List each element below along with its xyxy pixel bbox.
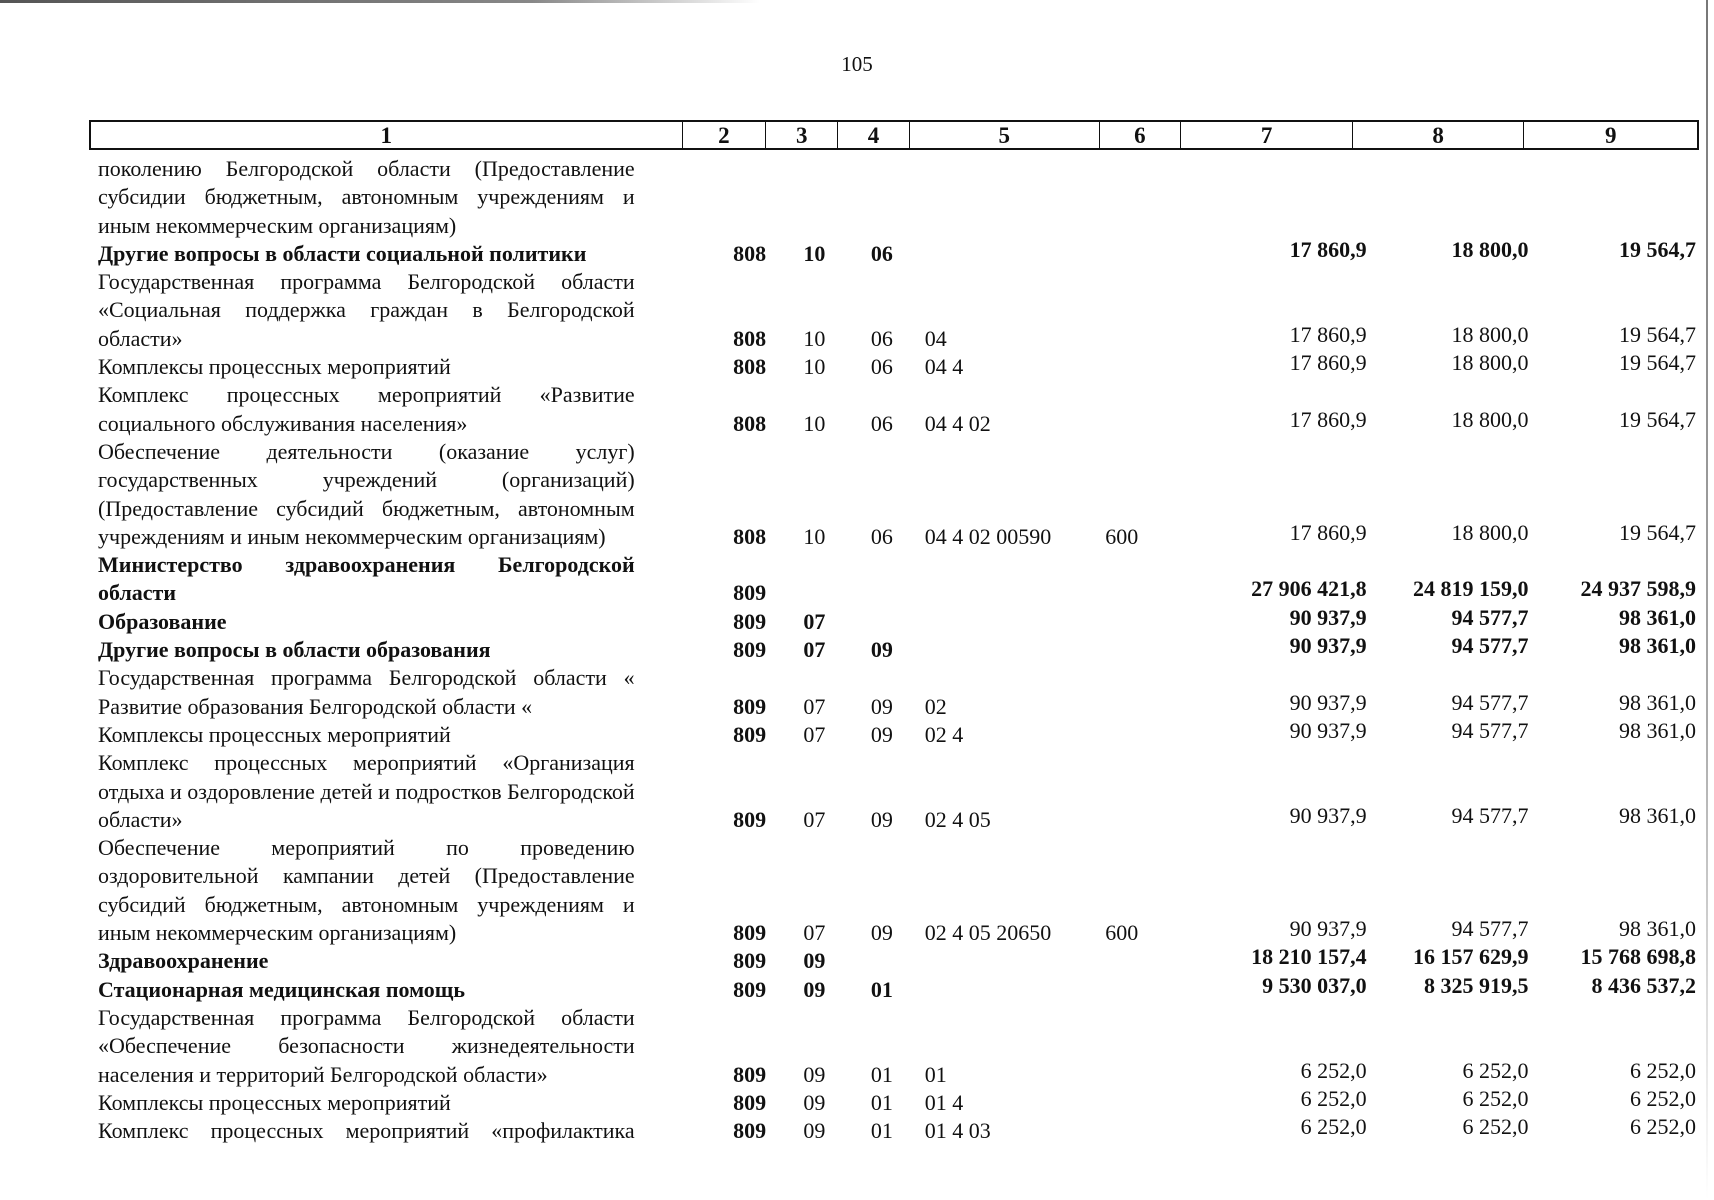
row-amount-col-8: 24 819 159,0 (1412, 576, 1529, 602)
row-amount-col-8: 94 577,7 (1451, 633, 1529, 659)
row-description: Комплексы процессных мероприятий (98, 354, 451, 380)
table-row (98, 717, 1698, 749)
row-code-subsection: 01 (870, 1061, 893, 1087)
row-code-ministry: 809 (733, 948, 767, 974)
row-amount-col-7: 6 252,0 (1300, 1085, 1367, 1111)
row-code-subsection: 09 (870, 693, 893, 719)
row-code-target: 04 4 (924, 354, 964, 380)
row-code-ministry: 809 (733, 920, 767, 946)
row-description: Комплексы процессных мероприятий (98, 721, 451, 747)
row-amount-col-9: 6 252,0 (1629, 1057, 1696, 1083)
row-amount-col-8: 8 325 919,5 (1423, 972, 1529, 998)
row-code-section: 07 (803, 608, 826, 634)
row-amount-col-8: 6 252,0 (1462, 1057, 1529, 1083)
row-description: Здравоохранение (98, 948, 269, 974)
row-amount-col-7: 90 937,9 (1289, 717, 1367, 743)
row-amount-col-8: 94 577,7 (1451, 689, 1529, 715)
row-description: Обеспечение деятельности (оказание услуг) государственных учреждений (организаций) (Предоставление субсидий бюджетным, автономным учреждениям и иным некоммерческим организациям) (98, 438, 635, 549)
row-code-subsection: 01 (870, 1089, 893, 1115)
row-code-ministry: 809 (733, 637, 767, 663)
row-amount-col-8: 18 800,0 (1451, 406, 1529, 432)
row-code-subsection: 06 (870, 240, 893, 266)
table-row (98, 551, 1698, 608)
row-code-ministry: 809 (733, 1118, 767, 1144)
row-code-ministry: 808 (733, 354, 767, 380)
row-description: Другие вопросы в области образования (98, 637, 491, 663)
row-code-ministry: 808 (733, 325, 767, 351)
table-row (98, 350, 1698, 381)
row-code-section: 09 (803, 948, 826, 974)
row-code-target: 01 (924, 1061, 947, 1087)
row-code-target: 02 4 05 20650 (924, 920, 1052, 946)
table-row (98, 749, 1698, 834)
row-code-expense-type: 600 (1105, 920, 1139, 946)
header-col-7: 7 (1180, 122, 1352, 148)
scan-edge-right (1706, 0, 1708, 1200)
row-code-subsection: 09 (870, 637, 893, 663)
header-col-5: 5 (909, 122, 1099, 148)
row-amount-col-7: 27 906 421,8 (1251, 576, 1367, 602)
header-col-9: 9 (1523, 122, 1697, 148)
row-description: Другие вопросы в области социальной политики (98, 240, 587, 266)
table-row (98, 1004, 1698, 1089)
row-code-subsection: 01 (870, 1118, 893, 1144)
header-col-4: 4 (837, 122, 909, 148)
table-row (98, 236, 1698, 268)
row-amount-col-8: 94 577,7 (1451, 717, 1529, 743)
row-amount-col-7: 17 860,9 (1289, 321, 1367, 347)
row-amount-col-8: 6 252,0 (1462, 1114, 1529, 1140)
row-code-expense-type: 600 (1105, 523, 1139, 549)
row-code-ministry: 808 (733, 410, 767, 436)
row-amount-col-7: 17 860,9 (1289, 236, 1367, 262)
row-amount-col-7: 90 937,9 (1289, 633, 1367, 659)
row-code-ministry: 809 (733, 608, 767, 634)
row-code-target: 04 4 02 00590 (924, 523, 1052, 549)
row-amount-col-8: 18 800,0 (1451, 321, 1529, 347)
row-code-ministry: 809 (733, 976, 767, 1002)
row-description: Обеспечение мероприятий по проведению оздоровительной кампании детей (Предоставление субсидий бюджетным, автономным учреждениям и иным некоммерческим организациям) (98, 835, 635, 946)
row-amount-col-7: 90 937,9 (1289, 916, 1367, 942)
table-row (98, 834, 1698, 947)
row-amount-col-9: 19 564,7 (1618, 350, 1696, 376)
header-col-2: 2 (682, 122, 766, 148)
row-amount-col-7: 17 860,9 (1289, 519, 1367, 545)
row-code-ministry: 808 (733, 523, 767, 549)
row-description: Государственная программа Белгородской области «Социальная поддержка граждан в Белгородской области» (98, 269, 635, 351)
row-code-ministry: 809 (733, 721, 767, 747)
row-code-section: 09 (803, 1118, 826, 1144)
row-amount-col-9: 24 937 598,9 (1580, 576, 1696, 602)
row-code-section: 07 (803, 920, 826, 946)
row-amount-col-9: 98 361,0 (1618, 916, 1696, 942)
row-code-ministry: 808 (733, 240, 767, 266)
row-amount-col-9: 19 564,7 (1618, 406, 1696, 432)
row-amount-col-9: 8 436 537,2 (1591, 972, 1696, 998)
row-code-section: 09 (803, 1061, 826, 1087)
header-col-3: 3 (765, 122, 837, 148)
row-code-ministry: 809 (733, 1061, 767, 1087)
row-amount-col-8: 18 800,0 (1451, 519, 1529, 545)
row-amount-col-8: 94 577,7 (1451, 802, 1529, 828)
row-code-target: 01 4 (924, 1089, 964, 1115)
table-header (89, 120, 1699, 150)
table-row (98, 972, 1698, 1004)
row-code-target: 04 (924, 325, 947, 351)
table-row (98, 268, 1698, 353)
row-amount-col-7: 90 937,9 (1289, 802, 1367, 828)
row-description: Комплексы процессных мероприятий (98, 1089, 451, 1115)
row-amount-col-7: 90 937,9 (1289, 689, 1367, 715)
row-amount-col-9: 98 361,0 (1618, 604, 1696, 630)
row-amount-col-8: 18 800,0 (1451, 236, 1529, 262)
row-amount-col-9: 98 361,0 (1618, 689, 1696, 715)
row-description: Министерство здравоохранения Белгородской области (98, 552, 635, 606)
row-amount-col-9: 19 564,7 (1618, 519, 1696, 545)
table-row (98, 381, 1698, 438)
row-amount-col-9: 19 564,7 (1618, 236, 1696, 262)
row-description: Государственная программа Белгородской области « Развитие образования Белгородской области « (98, 665, 635, 719)
row-description: Комплекс процессных мероприятий «профилактика (98, 1118, 635, 1144)
row-code-section: 07 (803, 693, 826, 719)
header-col-1: 1 (380, 123, 392, 148)
row-code-ministry: 809 (733, 580, 767, 606)
row-amount-col-8: 94 577,7 (1451, 604, 1529, 630)
table-body (98, 155, 1698, 1145)
row-amount-col-7: 9 530 037,0 (1262, 972, 1367, 998)
row-code-ministry: 809 (733, 1089, 767, 1115)
row-amount-col-9: 98 361,0 (1618, 802, 1696, 828)
row-amount-col-9: 19 564,7 (1618, 321, 1696, 347)
row-description: Образование (98, 608, 227, 634)
row-amount-col-7: 17 860,9 (1289, 406, 1367, 432)
row-amount-col-8: 6 252,0 (1462, 1085, 1529, 1111)
row-description: поколению Белгородской области (Предоставление субсидии бюджетным, автономным учреждениям и иным некоммерческим организациям) (98, 156, 635, 238)
row-code-section: 10 (803, 325, 826, 351)
row-code-subsection: 06 (870, 325, 893, 351)
row-amount-col-7: 17 860,9 (1289, 350, 1367, 376)
row-code-ministry: 809 (733, 693, 767, 719)
table-row (98, 664, 1698, 721)
table-row (98, 155, 1698, 240)
row-code-ministry: 809 (733, 806, 767, 832)
row-amount-col-9: 15 768 698,8 (1580, 944, 1696, 970)
row-description: Стационарная медицинская помощь (98, 976, 465, 1002)
row-code-subsection: 09 (870, 806, 893, 832)
row-code-subsection: 09 (870, 721, 893, 747)
row-amount-col-9: 98 361,0 (1618, 633, 1696, 659)
row-description: Государственная программа Белгородской области «Обеспечение безопасности жизнедеятельности населения и территорий Белгородской области» (98, 1004, 635, 1087)
row-amount-col-8: 18 800,0 (1451, 350, 1529, 376)
row-code-section: 10 (803, 523, 826, 549)
table-row (98, 633, 1698, 664)
row-amount-col-8: 94 577,7 (1451, 916, 1529, 942)
row-code-section: 10 (803, 410, 826, 436)
row-amount-col-7: 18 210 157,4 (1251, 944, 1367, 970)
row-amount-col-7: 90 937,9 (1289, 604, 1367, 630)
row-code-target: 02 (924, 693, 947, 719)
row-code-section: 07 (803, 637, 826, 663)
header-col-6: 6 (1099, 122, 1181, 148)
row-amount-col-8: 16 157 629,9 (1412, 944, 1529, 970)
row-code-section: 10 (803, 354, 826, 380)
row-code-section: 10 (803, 240, 826, 266)
scan-edge-top (0, 0, 760, 3)
row-description: Комплекс процессных мероприятий «Развитие социального обслуживания населения» (98, 382, 635, 436)
row-code-subsection: 06 (870, 354, 893, 380)
row-code-section: 09 (803, 976, 826, 1002)
row-amount-col-9: 6 252,0 (1629, 1114, 1696, 1140)
row-code-target: 01 4 03 (924, 1118, 991, 1144)
row-amount-col-7: 6 252,0 (1300, 1057, 1367, 1083)
row-code-subsection: 09 (870, 920, 893, 946)
row-code-section: 07 (803, 806, 826, 832)
row-code-section: 09 (803, 1089, 826, 1115)
row-code-subsection: 06 (870, 523, 893, 549)
row-code-target: 02 4 05 (924, 806, 991, 832)
row-code-target: 04 4 02 (924, 410, 991, 436)
row-code-target: 02 4 (924, 721, 964, 747)
table-row (98, 438, 1698, 551)
row-code-subsection: 01 (870, 976, 893, 1002)
row-amount-col-9: 98 361,0 (1618, 717, 1696, 743)
row-code-subsection: 06 (870, 410, 893, 436)
row-description: Комплекс процессных мероприятий «Организация отдыха и оздоровление детей и подростков Белгородской области» (98, 750, 635, 832)
header-col-8: 8 (1352, 122, 1524, 148)
row-code-section: 07 (803, 721, 826, 747)
row-amount-col-9: 6 252,0 (1629, 1085, 1696, 1111)
table-row (98, 1114, 1698, 1145)
row-amount-col-7: 6 252,0 (1300, 1114, 1367, 1140)
page-number: 105 (841, 52, 873, 76)
